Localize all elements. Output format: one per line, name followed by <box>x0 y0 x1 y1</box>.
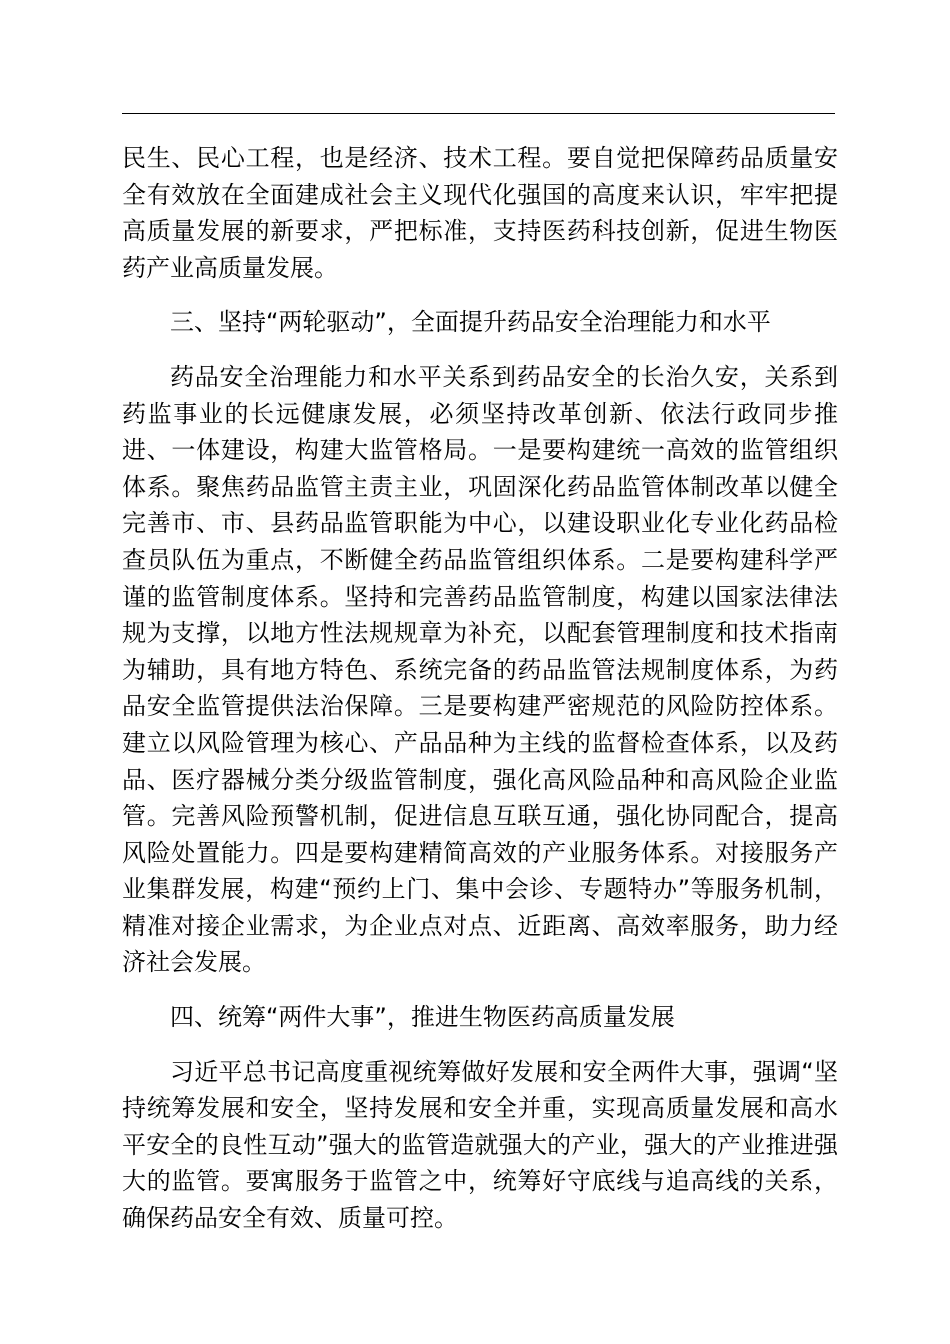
section-heading-three: 三、坚持“两轮驱动”，全面提升药品安全治理能力和水平 <box>170 308 771 337</box>
paragraph-continuation: 民生、民心工程，也是经济、技术工程。要自觉把保障药品质量安全有效放在全面建成社会主义现代化强国的高度来认识，牢牢把提高质量发展的新要求，严把标准，支持医药科技创新，促进生物医药产业高质量发展。 <box>122 144 838 282</box>
document-body <box>122 140 838 1255</box>
section-heading-four: 四、统筹“两件大事”，推进生物医药高质量发展 <box>170 1003 675 1032</box>
header-rule <box>122 113 835 114</box>
paragraph-section-three: 药品安全治理能力和水平关系到药品安全的长治久安，关系到药监事业的长远健康发展，必须坚持改革创新、依法行政同步推进、一体建设，构建大监管格局。一是要构建统一高效的监管组织体系。聚焦药品监管主责主业，巩固深化药品监管体制改革以健全完善市、市、县药品监管职能为中心，以建设职业化专业化药品检查员队伍为重点，不断健全药品监管组织体系。二是要构建科学严谨的监管制度体系。坚持和完善药品监管制度，构建以国家法律法规为支撑，以地方性法规规章为补充，以配套管理制度和技术指南为辅助，具有地方特色、系统完备的药品监管法规制度体系，为药品安全监管提供法治保障。三是要构建严密规范的风险防控体系。建立以风险管理为核心、产品品种为主线的监督检查体系，以及药品、医疗器械分类分级监管制度，强化高风险品种和高风险企业监管。完善风险预警机制，促进信息互联互通，强化协同配合，提高风险处置能力。四是要构建精简高效的产业服务体系。对接服务产业集群发展，构建“预约上门、集中会诊、专题特办”等服务机制，精准对接企业需求，为企业点对点、近距离、高效率服务，助力经济社会发展。 <box>122 362 838 977</box>
paragraph-section-four: 习近平总书记高度重视统筹做好发展和安全两件大事，强调“坚持统筹发展和安全，坚持发展和安全并重，实现高质量发展和高水平安全的良性互动”强大的监管造就强大的产业，强大的产业推进强大的监管。要寓服务于监管之中，统筹好守底线与追高线的关系，确保药品安全有效、质量可控。 <box>122 1057 838 1233</box>
